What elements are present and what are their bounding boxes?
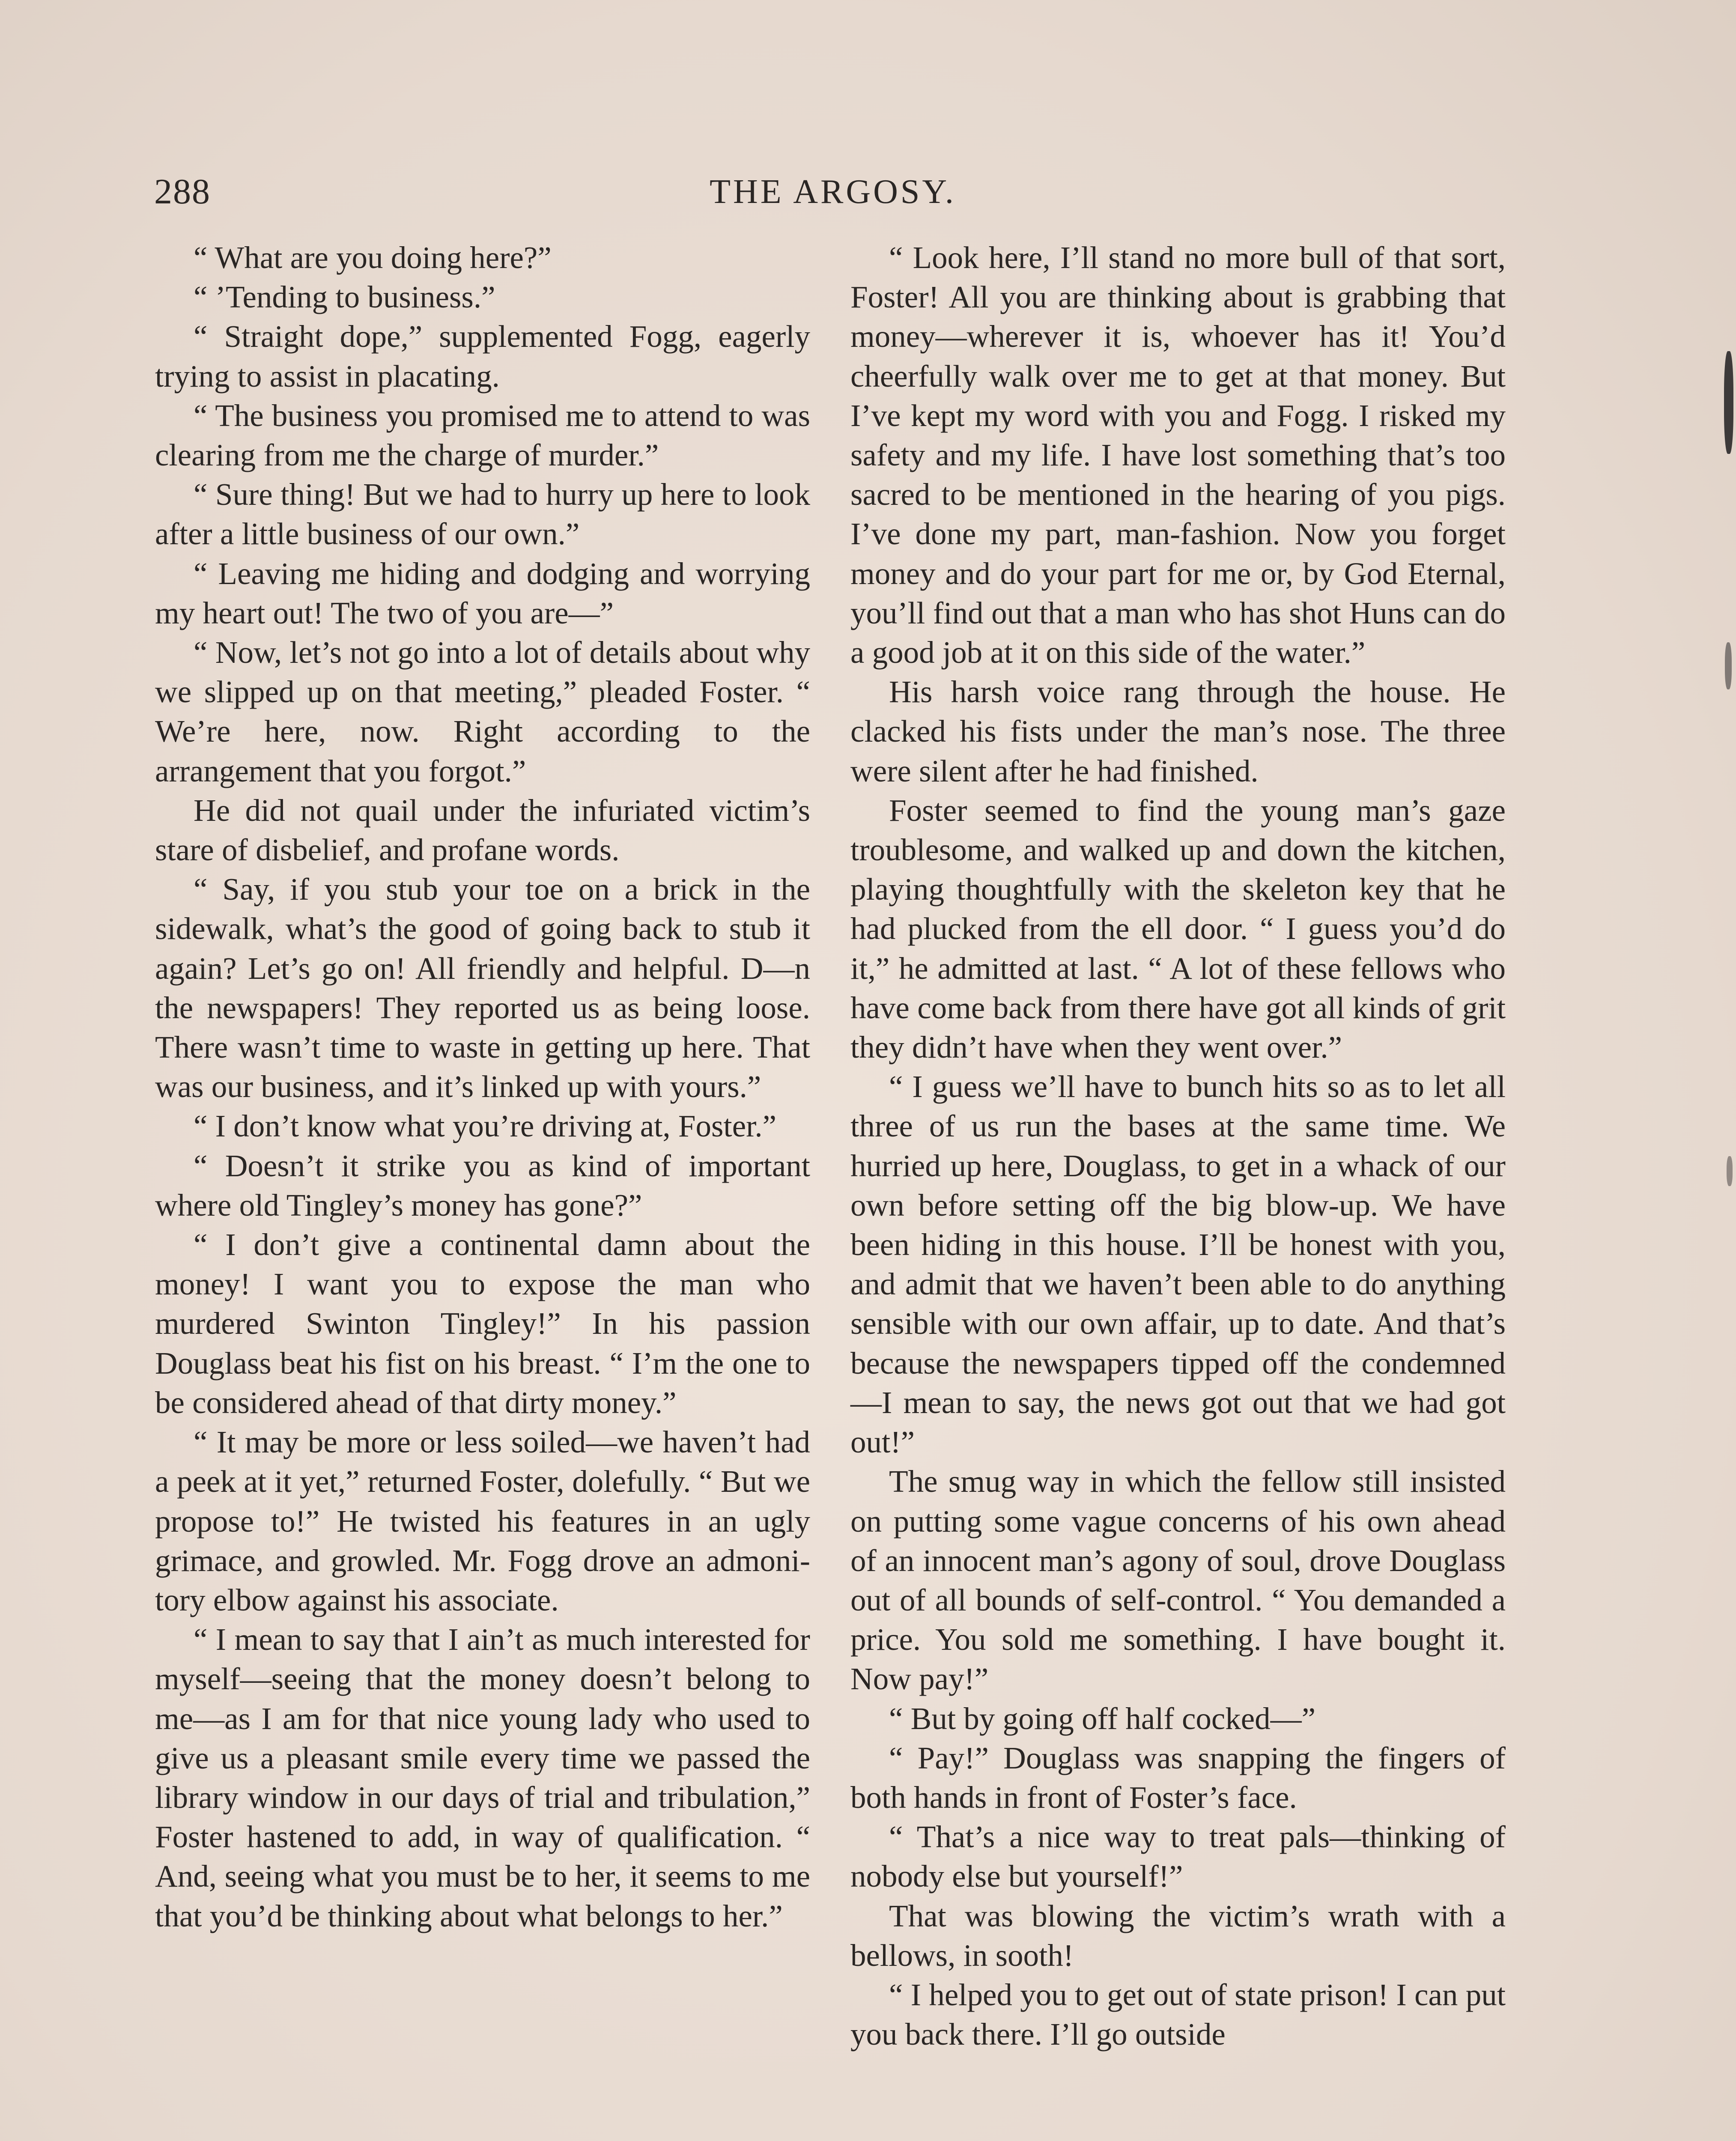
paragraph: “ That’s a nice way to treat pals—thinking of nobody else but yourself!” (850, 1819, 1506, 1894)
edge-smudge (1725, 642, 1732, 689)
paragraph: “ Pay!” Douglass was snapping the fingers of both hands in front of Foster’s face. (850, 1740, 1506, 1815)
edge-smudge (1724, 351, 1733, 454)
right-column (850, 238, 1506, 2054)
paragraph: “ I helped you to get out of state prison! I can put you back there. I’ll go outside (850, 1977, 1506, 2052)
paragraph: “ It may be more or less soiled—we haven’t had a peek at it yet,” returned Foster, dolefully. “ But we propose to!” He twisted his features in an ugly grimace, and growled. Mr. Fogg drove an admonitory elbow against his associate. (155, 1425, 810, 1617)
paragraph: “ What are you doing here?” (194, 240, 552, 275)
page-header (154, 162, 1512, 222)
paragraph: “ Leaving me hiding and dodging and worrying my heart out! The two of you are—” (155, 556, 810, 630)
paragraph: “ Doesn’t it strike you as kind of important where old Tingley’s money has gone?” (155, 1148, 810, 1223)
edge-smudge (1727, 1156, 1733, 1186)
paragraph: “ I mean to say that I ain’t as much interested for myself—seeing that the money doesn’t belong to me—as I am for that nice young lady who used to give us a pleasant smile every time we passed the library window in our days of trial and tribulation,” Foster hastened to add, in way of qualification. “ And, seeing what you must be to her, it seems to me that you’d be thinking about what belongs to her.” (155, 1622, 810, 1933)
paragraph: “ Sure thing! But we had to hurry up here to look after a little business of our own.” (155, 477, 810, 552)
paragraph: “ ’Tending to business.” (194, 280, 495, 315)
paragraph: “ Straight dope,” supplemented Fogg, eagerly trying to assist in placating. (155, 319, 810, 394)
page-number: 288 (154, 172, 211, 212)
running-head: THE ARGOSY. (710, 173, 956, 211)
paragraph: He did not quail under the infuriated victim’s stare of disbelief, and profane words. (155, 793, 810, 868)
paragraph: “ The business you promised me to attend to was clearing from me the charge of murder.” (155, 398, 810, 473)
paragraph: “ I don’t know what you’re driving at, Foster.” (194, 1109, 777, 1144)
paragraph: “ Now, let’s not go into a lot of details about why we slipped up on that meeting,” pleaded Foster. “ We’re here, now. Right according to the arrangement that you forgot.” (155, 635, 810, 788)
paragraph: “ I guess we’ll have to bunch hits so as to let all three of us run the bases at the same time. We hurried up here, Douglass, to get in a whack of our own before setting off the big blow-up. We have been hiding in this house. I’ll be honest with you, and admit that we haven’t been able to do anything sensible with our own affair, up to date. And that’s because the newspapers tipped off the condemned—I mean to say, the news got out that we had got out!” (850, 1069, 1506, 1460)
paragraph: That was blowing the victim’s wrath with a bellows, in sooth! (850, 1898, 1506, 1973)
paragraph: “ Look here, I’ll stand no more bull of that sort, Foster! All you are thinking about is grabbing that money—wherever it is, whoever has it! You’d cheerfully walk over me to get at that money. But I’ve kept my word with you and Fogg. I risked my safety and my life. I have lost something that’s too sacred to be mentioned in the hearing of you pigs. I’ve done my part, man-fashion. Now you forget money and do your part for me or, by God Eternal, you’ll find out that a man who has shot Huns can do a good job at it on this side of the water.” (850, 240, 1506, 670)
paragraph: “ Say, if you stub your toe on a brick in the sidewalk, what’s the good of going back to stub it again? Let’s go on! All friendly and helpful. D—n the newspapers! They reported us as being loose. There wasn’t time to waste in getting up here. That was our business, and it’s linked up with yours.” (155, 872, 810, 1104)
paragraph: His harsh voice rang through the house. He clacked his fists under the man’s nose. The three were silent after he had finished. (850, 674, 1506, 788)
paragraph: “ I don’t give a continental damn about the money! I want you to expose the man who murdered Swinton Tingley!” In his passion Douglass beat his fist on his breast. “ I’m the one to be considered ahead of that dirty money.” (155, 1227, 810, 1420)
paragraph: The smug way in which the fellow still insisted on putting some vague concerns of his own ahead of an innocent man’s agony of soul, drove Douglass out of all bounds of self-control. “ You demanded a price. You sold me something. I have bought it. Now pay!” (850, 1464, 1506, 1697)
paragraph: “ But by going off half cocked—” (889, 1701, 1316, 1736)
left-column (155, 238, 810, 1936)
paragraph: Foster seemed to find the young man’s gaze troublesome, and walked up and down the kitchen, playing thoughtfully with the skeleton key that he had plucked from the ell door. “ I guess you’d do it,” he admitted at last. “ A lot of these fellows who have come back from there have got all kinds of grit they didn’t have when they went over.” (850, 793, 1506, 1065)
